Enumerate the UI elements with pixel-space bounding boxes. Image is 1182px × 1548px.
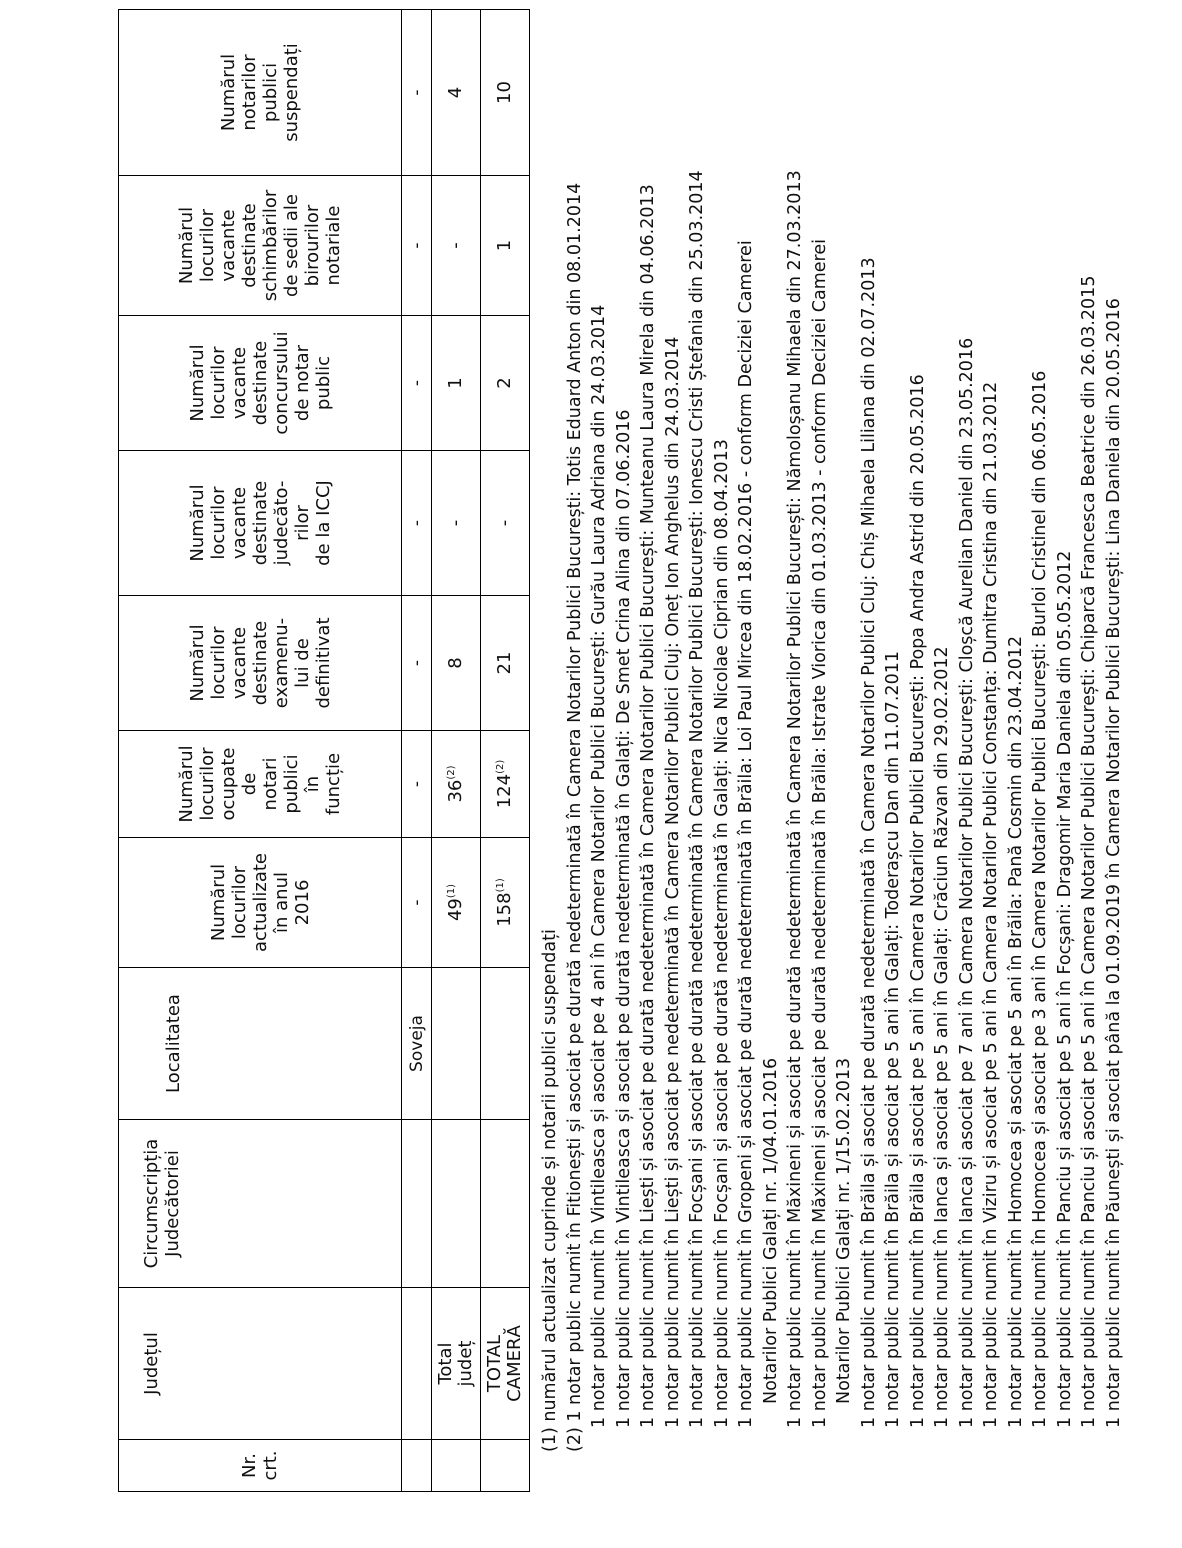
- footnote-line: 1 notar public numit în Brăila și asociat pe 5 ani în Galați: Toderașcu Dan din 11.07.2011: [883, 651, 903, 1428]
- cell-total-camera-label: TOTAL CAMERĂ: [481, 1288, 530, 1440]
- footnote-line: 1 notar public numit în Panciu și asociat pe 5 ani în Focșani: Dragomir Maria Daniela din 05.05.2012: [1054, 550, 1075, 1428]
- cell-localitate: [481, 968, 530, 1120]
- footnotes: [538, 72, 1126, 1452]
- header-judetul: Județul: [119, 1288, 402, 1440]
- cell-concurs: 1: [432, 316, 481, 451]
- cell-actualizate: -: [402, 838, 432, 968]
- header-line: examenu-: [270, 617, 292, 709]
- cell-circ: [432, 1120, 481, 1288]
- header-line: funcție: [323, 752, 344, 816]
- header-nr-crt: [119, 1440, 402, 1492]
- header-line: locurilor: [207, 626, 229, 700]
- footnote-line: 1 notar public numit în Vintileasca și asociat pe durată nedeterminată în Galați: De Smet Crina Alina din 07.06.2016: [613, 409, 634, 1428]
- header-line: notariale: [323, 205, 344, 286]
- cell-judet: [402, 1288, 432, 1440]
- header-line: Numărul: [186, 484, 208, 562]
- table-row: [402, 10, 432, 1492]
- header-line: destinate: [249, 480, 271, 566]
- table-row-total-judet: [432, 10, 481, 1492]
- header-line: Numărul: [176, 745, 197, 823]
- table-header-row: [119, 10, 402, 1492]
- footnote-line: 1 notar public numit în Brăila și asociat pe 5 ani în Camera Notarilor Publici București: Popa Andra Astrid din 20.05.2016: [907, 374, 928, 1428]
- header-line: de notar: [291, 344, 313, 422]
- footnote-line: 1 notar public numit în Vintileasca și asociat pe 4 ani în Camera Notarilor Publici București: Gurău Laura Adriana din 24.03.2014: [589, 304, 609, 1428]
- header-circumscriptia: [119, 1120, 402, 1288]
- cell-suspendati: 4: [432, 10, 481, 176]
- header-line: vacante: [228, 486, 250, 560]
- header-line: crt.: [260, 1450, 281, 1481]
- header-line: notarilor: [239, 54, 260, 131]
- header-line: destinate: [249, 340, 271, 426]
- footnote-line: 1 notar public numit în Homocea și asociat pe 5 ani în Brăila: Pană Cosmin din 23.04.2012: [1005, 635, 1026, 1428]
- cell-total-judet-label: Total județ: [432, 1288, 481, 1440]
- header-line: locurilor: [228, 865, 250, 940]
- footnote-line: 1 notar public numit în Liești și asociat pe nedeterminată în Camera Notarilor Publici Cluj: Oneț Ion Anghelus din 24.03.2014: [662, 336, 683, 1428]
- footnote-line: 1 notar public numit în Viziru și asociat pe 5 ani în Camera Notarilor Publici Constanța: Dumitra Cristina din 21.03.2012: [981, 381, 1001, 1428]
- header-line: vacante: [218, 209, 239, 282]
- cell-examen: 21: [481, 596, 530, 731]
- cell-ocupate: -: [402, 731, 432, 838]
- footnote-line: 1 notar public numit în Ianca și asociat pe 5 ani în Galați: Crăciun Răzvan din 29.02.2012: [932, 646, 952, 1428]
- footnote-line: 1 notar public numit în Focșani și asociat pe durată nedeterminată în Camera Notarilor Publici București: Ionescu Cristi Ștefania din 25.03.2014: [687, 170, 707, 1428]
- cell-iccj: -: [432, 451, 481, 596]
- header-line: publici: [281, 754, 302, 814]
- cell-actualizate: 158$^{(1)}$: [481, 838, 530, 968]
- rotated-page: [118, 43, 1178, 1492]
- footnote-line: (1) numărul actualizat cuprinde și notarii publici suspendați: [540, 929, 560, 1452]
- header-line: în anul: [270, 872, 292, 933]
- header-line: concursului: [270, 331, 292, 435]
- header-line: vacante: [228, 626, 250, 700]
- header-line: locurilor: [207, 346, 229, 420]
- footnote-line: 1 notar public numit în Măxineni și asociat pe durată nedeterminată în Camera Notarilor Publici București: Nămoloșanu Mihaela din 27.03.2013: [785, 170, 805, 1428]
- cell-nr: [402, 1440, 432, 1492]
- footnote-line: 1 notar public numit în Liești și asociat pe durată nedeterminată în Camera Notarilor Publici București: Munteanu Laura Mirela din 04.06.2013: [638, 184, 658, 1428]
- header-locuri-examen: [119, 596, 402, 731]
- header-line: Numărul: [186, 624, 208, 702]
- notary-places-table: [118, 9, 530, 1492]
- header-line: de: [239, 772, 260, 796]
- header-locuri-actualizate: [119, 838, 402, 968]
- header-line: ocupate: [218, 747, 239, 821]
- cell-localitate: [432, 968, 481, 1120]
- cell-ocupate: 124$^{(2)}$: [481, 731, 530, 838]
- header-localitatea: Localitatea: [119, 968, 402, 1120]
- footnote-line: 1 notar public numit în Panciu și asociat pe 5 ani în Camera Notarilor Publici București: Chiparcă Francesca Beatrice din 26.03.2015: [1079, 275, 1099, 1428]
- header-line: Judecătoriei: [162, 1150, 183, 1257]
- cell-localitate: Soveja: [402, 968, 432, 1120]
- header-line: de sedii ale: [281, 194, 302, 297]
- cell-ocupate: 36$^{(2)}$: [432, 731, 481, 838]
- header-line: locurilor: [197, 747, 218, 821]
- table-row-total-camera: [481, 10, 530, 1492]
- header-line: vacante: [228, 346, 250, 420]
- header-line: publici: [260, 62, 281, 123]
- header-line: Nr.: [239, 1453, 260, 1478]
- cell-schimbari: -: [402, 176, 432, 316]
- cell-concurs: 2: [481, 316, 530, 451]
- cell-circ: [481, 1120, 530, 1288]
- cell-actualizate: 49$^{(1)}$: [432, 838, 481, 968]
- cell-suspendati: 10: [481, 10, 530, 176]
- footnote-line: 1 notar public numit în Ianca și asociat pe 7 ani în Camera Notarilor Publici București: Cloșcă Aurelian Daniel din 23.05.2016: [956, 337, 977, 1428]
- cell-examen: -: [402, 596, 432, 731]
- cell-schimbari: 1: [481, 176, 530, 316]
- header-line: lui de: [291, 638, 313, 688]
- header-locuri-concurs: [119, 316, 402, 451]
- cell-nr: [432, 1440, 481, 1492]
- header-line: judecăto-: [270, 480, 292, 566]
- footnote-line: 1 notar public numit în Păunești și asociat până la 01.09.2019 în Camera Notarilor Publici București: Lina Daniela din 20.05.2016: [1103, 298, 1124, 1428]
- cell-examen: 8: [432, 596, 481, 731]
- cell-concurs: -: [402, 316, 432, 451]
- header-locuri-iccj: [119, 451, 402, 596]
- header-line: Numărul: [207, 863, 229, 942]
- cell-iccj: -: [481, 451, 530, 596]
- header-line: destinate: [239, 203, 260, 288]
- cell-circ: [402, 1120, 432, 1288]
- header-line: actualizate: [249, 852, 271, 953]
- header-line: de la ICCJ: [312, 480, 334, 566]
- footnote-line: 1 notar public numit în Gropeni și asociat pe durată nedeterminată în Brăila: Loi Paul Mircea din 18.02.2016 - conform Deciziei Camerei: [736, 240, 756, 1428]
- cell-iccj: -: [402, 451, 432, 596]
- header-line: Numărul: [176, 206, 197, 285]
- header-line: destinate: [249, 620, 271, 706]
- cell-nr: [481, 1440, 530, 1492]
- footnote-line: (2) 1 notar public numit în Fitionești și asociat pe durată nedeterminată în Camera Notarilor Publici București: Totis Eduard Anton din 08.01.2014: [564, 182, 585, 1452]
- header-line: suspendați: [281, 43, 302, 142]
- header-line: locurilor: [197, 208, 218, 283]
- cell-suspendati: -: [402, 10, 432, 176]
- header-line: Circumscripția: [141, 1138, 162, 1269]
- footnote-line: 1 notar public numit în Brăila și asociat pe durată nedeterminată în Camera Notarilor Publici Cluj: Chiș Mihaela Liliana din 02.07.2013: [858, 257, 879, 1428]
- header-line: Numărul: [218, 53, 239, 132]
- footnote-line: 1 notar public numit în Homocea și asociat pe 3 ani în Camera Notarilor Publici București: Burloi Cristinel din 06.05.2016: [1030, 370, 1050, 1428]
- header-line: birourilor: [302, 204, 323, 287]
- header-line: definitivat: [312, 617, 334, 709]
- header-line: notari: [260, 757, 281, 811]
- header-line: public: [312, 355, 334, 411]
- header-locuri-schimbari: [119, 176, 402, 316]
- header-line: 2016: [291, 879, 313, 926]
- footnote-line: 1 notar public numit în Măxineni și asociat pe durată nedeterminată în Brăila: Istrate Viorica din 01.03.2013 - conform Deciziei Camerei: [809, 239, 830, 1428]
- header-notari-suspendati: [119, 10, 402, 176]
- header-line: în: [302, 775, 323, 793]
- footnote-line: 1 notar public numit în Focșani și asociat pe durată nedeterminată în Galați: Nica Nicolae Ciprian din 08.04.2013: [711, 439, 732, 1428]
- header-line: rilor: [291, 505, 313, 541]
- header-line: Numărul: [186, 344, 208, 422]
- footnote-line: Notarilor Publici Galați nr. 1/04.01.2016: [760, 1057, 781, 1404]
- footnote-line: Notarilor Publici Galați nr. 1/15.02.2013: [834, 1057, 854, 1404]
- header-line: locurilor: [207, 486, 229, 560]
- cell-schimbari: -: [432, 176, 481, 316]
- header-line: schimbărilor: [260, 189, 281, 302]
- header-locuri-ocupate: [119, 731, 402, 838]
